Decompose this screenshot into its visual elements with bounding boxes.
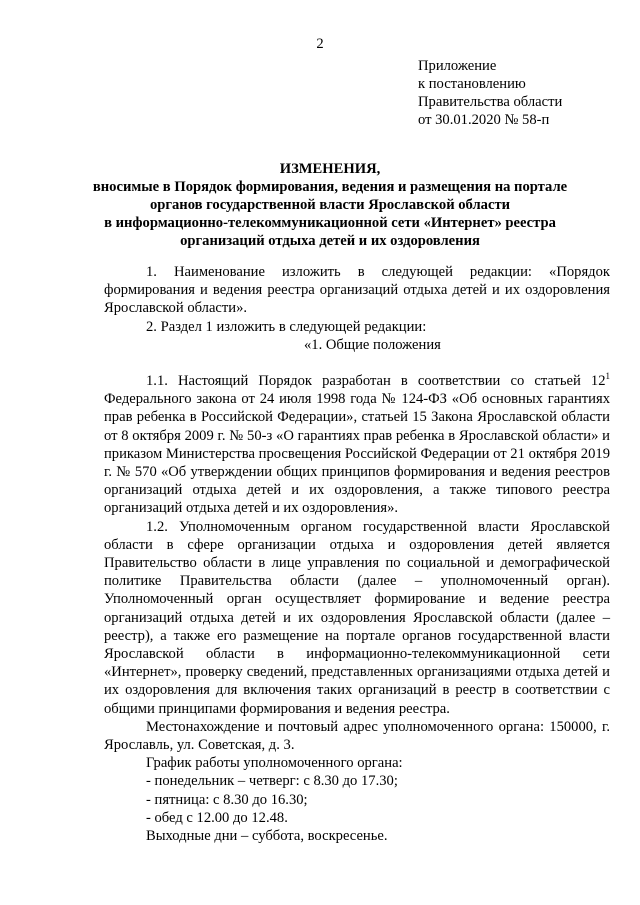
title-line-4: в информационно-телекоммуникационной сети «Интернет» реестра [104,215,556,231]
address-paragraph: Местонахождение и почтовый адрес уполномоченного органа: 150000, г. Ярославль, ул. Советская, д. 3. [104,718,610,754]
spacer [104,354,610,372]
appendix-line-1: Приложение [418,58,497,74]
footnote-superscript: 1 [605,371,610,382]
schedule-item-1: - понедельник – четверг: с 8.30 до 17.30; [146,773,398,790]
title-line-3: органов государственной власти Ярославской области [149,197,511,213]
days-off-paragraph: Выходные дни – суббота, воскресенье. [146,828,388,845]
section-heading: «1. Общие положения [304,336,441,353]
schedule-item-3: - обед с 12.00 до 12.48. [146,809,288,826]
paragraph-1-1-rest: Федерального закона от 24 июля 1998 года № 124-ФЗ «Об основных гарантиях прав ребенка в Российской Федерации», статьей 15 Закона Ярославской области от 8 октября 2009 г. № 50-з «О гарантиях прав ребенка в Ярославской области» и приказом Министерства просвещения Российской Федерации от 21 октября 2019 г. № 570 «Об утверждении общих принципов формирования и ведения реестров организаций отдыха детей и их оздоровления, а также типового реестра организаций отдыха детей и их оздоровления». [104,391,610,517]
appendix-header [418,57,628,129]
schedule-title: График работы уполномоченного органа: [146,755,403,772]
title-line-1: ИЗМЕНЕНИЯ, [279,161,381,177]
paragraph-1-2: 1.2. Уполномоченным органом государственной власти Ярославской области в сфере организации отдыха и оздоровления детей является Правительство области в лице управления по социальной и демографической политике Правительства области (далее – уполномоченный орган). Уполномоченный орган осуществляет формирование и ведение реестра организаций отдыха детей и их оздоровления Ярославской области (далее – реестр), а также его размещение на портале органов государственной власти Ярославской области в информационно-телекоммуникационной сети «Интернет», проверку сведений, представленных организациями отдыха детей и их оздоровления для включения таких организаций в реестр в соответствии с общими принципами формирования и ведения реестра. [104,518,610,717]
paragraph-1-1-start: 1.1. Настоящий Порядок разработан в соответствии со статьей 12 [146,373,606,390]
appendix-line-2: к постановлению [418,76,526,92]
paragraph-1-1 [104,372,610,518]
title-line-2: вносимые в Порядок формирования, ведения и размещения на портале [92,179,568,195]
document-title [62,160,598,250]
item-1-paragraph: 1. Наименование изложить в следующей редакции: «Порядок формирования и ведения реестра организаций отдыха детей и их оздоровления Ярославской области». [104,264,610,317]
schedule-item-2: - пятница: с 8.30 до 16.30; [146,791,308,808]
item-2-paragraph: 2. Раздел 1 изложить в следующей редакции: [146,318,427,335]
title-line-5: организаций отдыха детей и их оздоровления [180,233,480,249]
appendix-line-3: Правительства области [418,94,563,110]
page-number: 2 [316,36,324,52]
document-body [104,263,610,845]
appendix-line-4: от 30.01.2020 № 58-п [418,112,550,128]
